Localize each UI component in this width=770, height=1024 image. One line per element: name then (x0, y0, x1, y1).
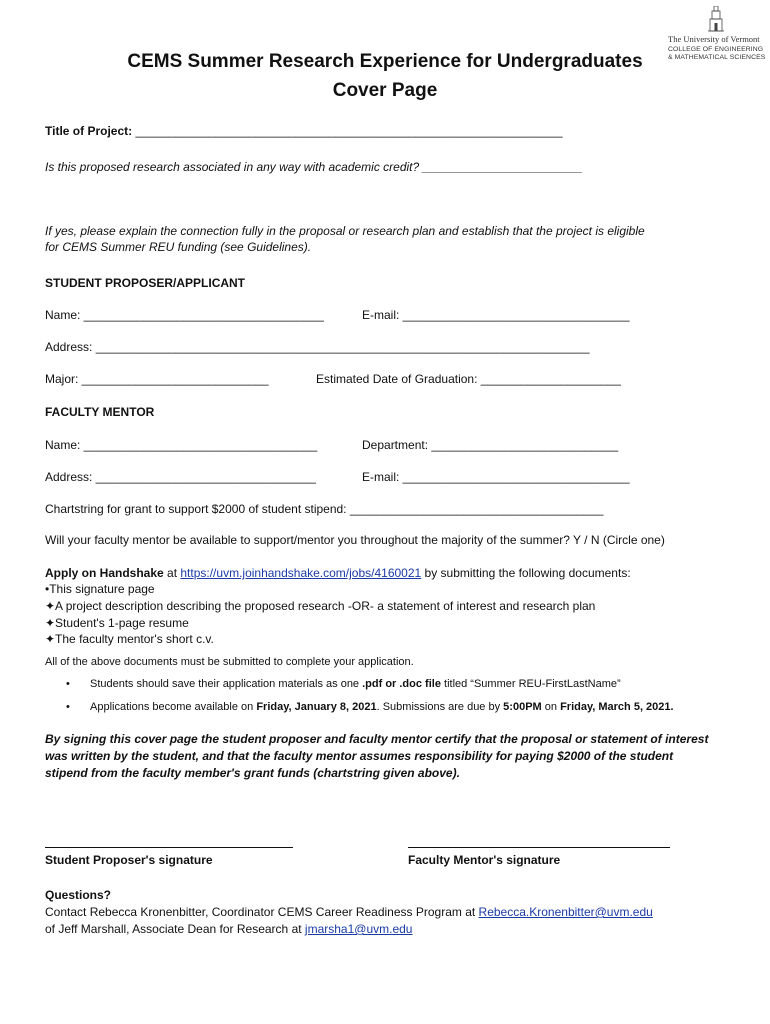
contact-text-1: Contact Rebecca Kronenbitter, Coordinator CEMS Career Readiness Program at (45, 905, 479, 919)
handshake-link[interactable]: https://uvm.joinhandshake.com/jobs/4160021 (180, 566, 422, 580)
apply-suffix: by submitting the following documents: (421, 566, 631, 580)
faculty-email-field[interactable]: E-mail: __________________________________ (362, 470, 630, 484)
open-date: Friday, January 8, 2021 (256, 701, 377, 713)
contact-text-2: of Jeff Marshall, Associate Dean for Research at (45, 922, 305, 936)
faculty-name-field[interactable]: Name: ___________________________________ (45, 438, 318, 452)
bullet-dot: • (66, 678, 70, 690)
contact-line1 (45, 905, 653, 919)
dates-period: . (670, 701, 674, 713)
logo-college-line2: & MATHEMATICAL SCIENCES (668, 54, 766, 61)
due-time: 5:00PM (503, 701, 542, 713)
dates-text-e: on (541, 701, 561, 713)
logo-college-line1: COLLEGE OF ENGINEERING (668, 46, 764, 53)
faculty-department-field[interactable]: Department: ____________________________ (362, 438, 619, 452)
document-list-item: ✦The faculty mentor's short c.v. (45, 632, 214, 646)
faculty-signature-line[interactable] (408, 847, 670, 848)
faculty-address-field[interactable]: Address: _________________________________ (45, 470, 316, 484)
student-major-field[interactable]: Major: ____________________________ (45, 372, 269, 386)
page-subtitle: Cover Page (332, 80, 438, 101)
credit-explanation-line2: for CEMS Summer REU funding (see Guidelines). (45, 240, 312, 254)
dates-text-c: . Submissions are due by (376, 701, 504, 713)
file-format-note (90, 678, 621, 690)
graduation-date-field[interactable]: Estimated Date of Graduation: _____________________ (316, 372, 621, 386)
contact-line2 (45, 922, 412, 936)
student-signature-line[interactable] (45, 847, 293, 848)
student-email-field[interactable]: E-mail: __________________________________ (362, 308, 630, 322)
questions-heading: Questions? (45, 888, 112, 902)
application-dates-note (90, 701, 674, 713)
faculty-signature-label: Faculty Mentor's signature (408, 853, 561, 867)
university-tower-icon (705, 6, 727, 32)
student-name-field[interactable]: Name: ____________________________________ (45, 308, 324, 322)
due-date: Friday, March 5, 2021 (560, 701, 671, 713)
document-list-item: ✦A project description describing the proposed research -OR- a statement of interest and research plan (45, 599, 596, 613)
logo-university-name: The University of Vermont (668, 34, 760, 44)
student-address-field[interactable]: Address: __________________________________________________________________________ (45, 340, 590, 354)
project-title-blank[interactable]: ________________________________________________________________ (135, 124, 563, 138)
kronenbitter-email-link[interactable]: Rebecca.Kronenbitter@uvm.edu (478, 905, 653, 919)
file-format-text: Students should save their application materials as one (90, 678, 363, 690)
apply-instructions (45, 566, 631, 580)
chartstring-field[interactable]: Chartstring for grant to support $2000 of student stipend: ______________________________________ (45, 502, 604, 516)
student-signature-label: Student Proposer's signature (45, 853, 213, 867)
all-documents-note: All of the above documents must be submitted to complete your application. (45, 656, 414, 668)
file-title-text: titled “Summer REU-FirstLastName” (440, 678, 621, 690)
bullet-dot: • (66, 701, 70, 713)
certification-line2: was written by the student, and that the faculty mentor assumes responsibility for paying $2000 of the student (45, 749, 674, 763)
project-title-row (45, 124, 563, 138)
dates-text-a: Applications become available on (90, 701, 257, 713)
document-list-item: ✦Student's 1-page resume (45, 616, 189, 630)
project-title-label: Title of Project: (45, 124, 133, 138)
certification-line3: stipend from the faculty member's grant funds (chartstring given above). (45, 766, 460, 780)
faculty-section-heading: FACULTY MENTOR (45, 405, 155, 419)
document-list-item: •This signature page (45, 582, 155, 596)
student-section-heading: STUDENT PROPOSER/APPLICANT (45, 276, 246, 290)
apply-handshake-label: Apply on Handshake (45, 566, 164, 580)
mentor-availability-question[interactable]: Will your faculty mentor be available to support/mentor you throughout the majority of the summer? Y / N (Circle one) (45, 533, 665, 547)
marshall-email-link[interactable]: jmarsha1@uvm.edu (304, 922, 413, 936)
page-title: CEMS Summer Research Experience for Undergraduates (127, 51, 643, 72)
credit-explanation-line1: If yes, please explain the connection fully in the proposal or research plan and establish that the project is eligible (45, 224, 645, 238)
academic-credit-question[interactable]: Is this proposed research associated in any way with academic credit? ________________________ (45, 160, 583, 174)
apply-at-text: at (163, 566, 181, 580)
certification-line1: By signing this cover page the student proposer and faculty mentor certify that the proposal or statement of interest (45, 732, 709, 746)
file-format-bold: .pdf or .doc file (362, 678, 441, 690)
